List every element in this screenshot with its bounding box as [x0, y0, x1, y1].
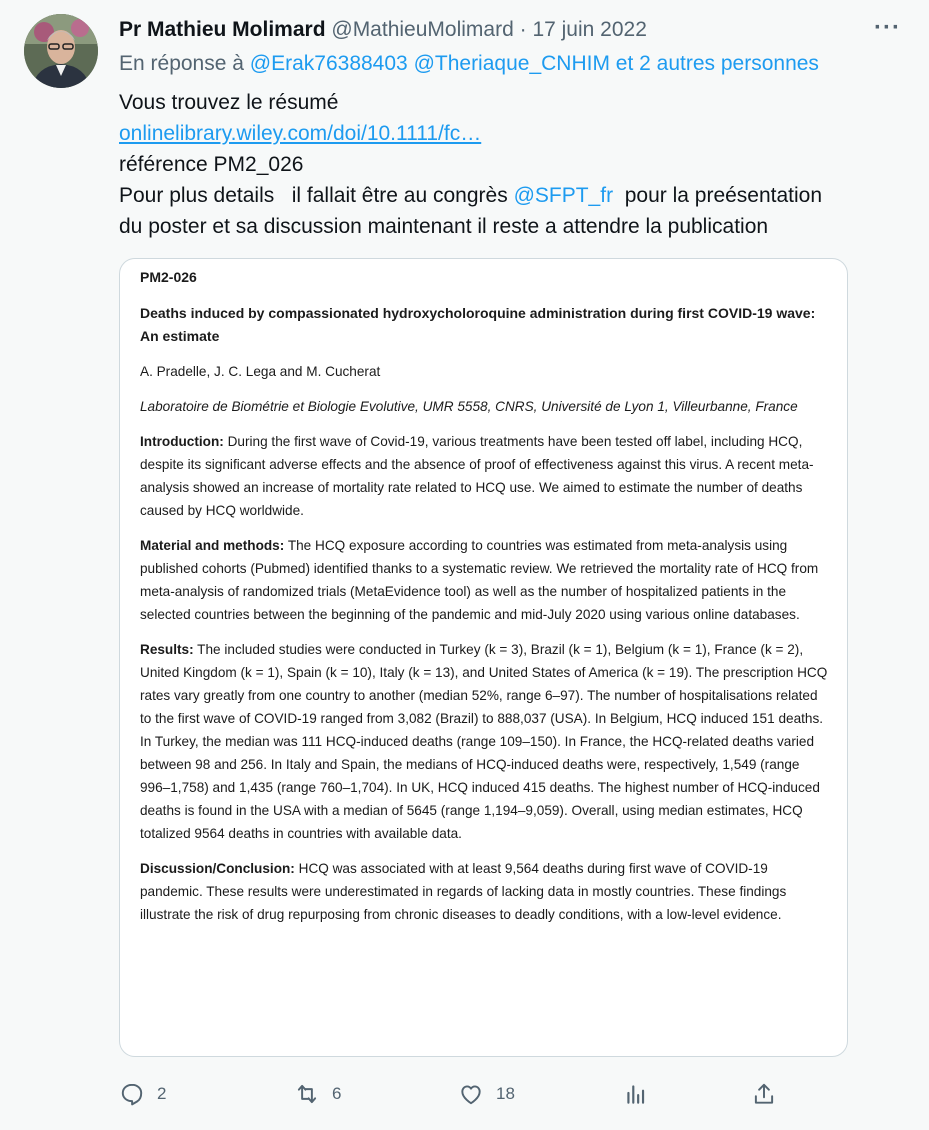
section-methods — [140, 534, 830, 626]
share-icon — [751, 1081, 777, 1107]
abstract-content — [140, 266, 830, 926]
reply-count: 2 — [157, 1084, 167, 1103]
like-button[interactable] — [458, 1077, 515, 1111]
reply-others[interactable]: et 2 autres personnes — [615, 52, 819, 75]
reply-prefix: En réponse à — [119, 52, 244, 75]
reply-icon — [119, 1081, 145, 1107]
tweet-header — [119, 16, 909, 44]
author-handle[interactable]: @MathieuMolimard — [331, 18, 514, 41]
avatar-photo — [24, 14, 98, 88]
discussion-text: HCQ was associated with at least 9,564 deaths during first wave of COVID-19 pandemic. These results were underestimated in regards of lacking data in mostly countries. These findings illustrate the risk of drug repurposing from chronic diseases to deadly conditions, with a low-level evidence. — [140, 861, 787, 922]
tweet-text — [119, 87, 919, 242]
more-icon[interactable]: ··· — [874, 14, 901, 41]
section-results — [140, 638, 830, 845]
intro-label: Introduction: — [140, 434, 224, 449]
tweet-line-1: Vous trouvez le résumé — [119, 91, 339, 114]
mention-sfpt[interactable]: @SFPT_fr — [513, 184, 614, 207]
section-introduction — [140, 430, 830, 522]
abstract-affiliation: Laboratoire de Biométrie et Biologie Evolutive, UMR 5558, CNRS, Université de Lyon 1, Villeurbanne, France — [140, 399, 798, 414]
tweet-date[interactable]: 17 juin 2022 — [532, 18, 647, 41]
action-bar — [119, 1077, 789, 1111]
reply-button[interactable] — [119, 1077, 166, 1111]
author-name[interactable]: Pr Mathieu Molimard — [119, 18, 326, 41]
intro-text: During the first wave of Covid-19, various treatments have been tested off label, including HCQ, despite its significant adverse effects and the absence of proof of effectiveness against this virus. A recent meta-analysis showed an increase of mortality rate related to HCQ use. We aimed to estimate the number of deaths caused by HCQ worldwide. — [140, 434, 814, 518]
avatar[interactable] — [24, 14, 98, 88]
section-discussion — [140, 857, 830, 926]
separator: · — [519, 18, 527, 41]
share-button[interactable] — [751, 1077, 777, 1111]
reply-mention-erak[interactable]: @Erak76388403 — [249, 52, 408, 75]
tweet-line-3: référence PM2_026 — [119, 153, 304, 176]
abstract-link[interactable]: onlinelibrary.wiley.com/doi/10.1111/fc… — [119, 122, 482, 145]
like-count: 18 — [496, 1084, 515, 1103]
line4-post: pour la preésentation — [624, 184, 823, 207]
abstract-authors: A. Pradelle, J. C. Lega and M. Cucherat — [140, 364, 381, 379]
line4-pre: Pour plus details il fallait être au congrès — [119, 184, 508, 207]
retweet-button[interactable] — [294, 1077, 341, 1111]
retweet-icon — [294, 1081, 320, 1107]
tweet-line-5: du poster et sa discussion maintenant il reste a attendre la publication — [119, 215, 769, 238]
results-label: Results: — [140, 642, 194, 657]
abstract-title: Deaths induced by compassionated hydroxycholoroquine administration during first COVID-19 wave: An estimate — [140, 305, 816, 344]
abstract-image[interactable] — [119, 258, 848, 1057]
retweet-count: 6 — [332, 1084, 342, 1103]
reply-mention-theriaque[interactable]: @Theriaque_CNHIM — [413, 52, 610, 75]
discussion-label: Discussion/Conclusion: — [140, 861, 295, 876]
tweet-line-4 — [119, 180, 919, 211]
reply-context — [119, 50, 819, 78]
methods-text: The HCQ exposure according to countries was estimated from meta-analysis using published cohorts (Pubmed) identified thanks to a systematic review. We retrieved the mortality rate of HCQ from meta-analysis of randomized trials (MetaEvidence tool) as well as the number of hospitalized patients in the selected countries between the beginning of the pandemic and mid-July 2020 using various online databases. — [140, 538, 819, 622]
abstract-id: PM2-026 — [140, 269, 197, 285]
like-icon — [458, 1081, 484, 1107]
analytics-button[interactable] — [623, 1077, 649, 1111]
results-text: The included studies were conducted in Turkey (k = 3), Brazil (k = 1), Belgium (k = 1), France (k = 2), United Kingdom (k = 1), Spain (k = 10), Italy (k = 13), and United States of America (k = 19). The prescription HCQ rates vary greatly from one country to another (median 52%, range 6–97). The number of hospitalisations related to the first wave of COVID-19 ranged from 3,082 (Brazil) to 888,037 (USA). In Belgium, HCQ induced 151 deaths. In Turkey, the median was 111 HCQ-induced deaths (range 109–150). In France, the HCQ-related deaths varied between 98 and 256. In Italy and Spain, the medians of HCQ-induced deaths were, respectively, 1,549 (range 996–1,758) and 1,435 (range 760–1,704). In UK, HCQ induced 415 deaths. The highest number of HCQ-induced deaths is found in the USA with a median of 5645 (range 1,194–9,059). Overall, using median estimates, HCQ totalized 9564 deaths in countries with available data. — [140, 642, 828, 841]
methods-label: Material and methods: — [140, 538, 285, 553]
analytics-icon — [623, 1081, 649, 1107]
